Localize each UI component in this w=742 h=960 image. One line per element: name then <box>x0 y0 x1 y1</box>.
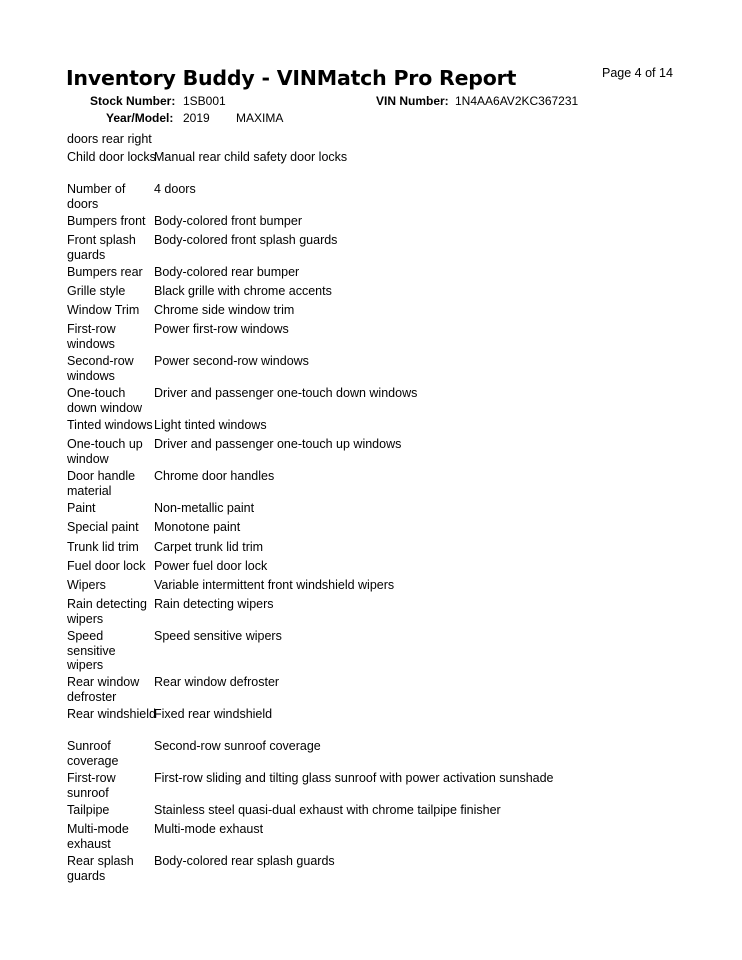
spec-label: Trunk lid trim <box>67 540 139 554</box>
spec-value: Monotone paint <box>154 520 241 534</box>
vin-number-value: 1N4AA6AV2KC367231 <box>455 94 579 108</box>
spec-value: Fixed rear windshield <box>154 707 273 721</box>
stock-number-label: Stock Number: <box>90 94 176 108</box>
spec-label: Grille style <box>67 284 126 298</box>
spec-value: Light tinted windows <box>154 418 267 432</box>
spec-value: Chrome side window trim <box>154 303 295 317</box>
spec-value: Variable intermittent front windshield wipers <box>154 578 395 592</box>
report-title: Inventory Buddy - VINMatch Pro Report <box>66 66 517 90</box>
spec-label: Front splash guards <box>67 233 136 262</box>
spec-value: Body-colored front bumper <box>154 214 302 228</box>
spec-label: One-touch up window <box>67 437 143 466</box>
spec-value: Speed sensitive wipers <box>154 629 282 643</box>
spec-label: Rear windshield <box>67 707 156 721</box>
spec-value: Rear window defroster <box>154 675 280 689</box>
spec-value: Power second-row windows <box>154 354 309 368</box>
spec-label: Special paint <box>67 520 139 534</box>
spec-value: Rain detecting wipers <box>154 597 274 611</box>
spec-label: Paint <box>67 501 96 515</box>
spec-label: One-touch down window <box>67 386 143 415</box>
spec-value: First-row sliding and tilting glass sunroof with power activation sunshade <box>154 771 554 785</box>
spec-label: Fuel door lock <box>67 559 146 573</box>
spec-value: 4 doors <box>154 182 196 196</box>
spec-value: Power first-row windows <box>154 322 289 336</box>
year-value: 2019 <box>183 111 210 125</box>
spec-label: Tinted windows <box>67 418 153 432</box>
spec-label: Wipers <box>67 578 106 592</box>
spec-label: First-row sunroof <box>67 771 116 800</box>
spec-value: Body-colored rear bumper <box>154 265 300 279</box>
spec-label: Rear splash guards <box>67 854 134 883</box>
spec-value: Carpet trunk lid trim <box>154 540 264 554</box>
vin-number-label: VIN Number: <box>376 94 449 108</box>
spec-label: Rear window defroster <box>67 675 140 704</box>
spec-value: Body-colored front splash guards <box>154 233 338 247</box>
spec-label: First-row windows <box>67 322 116 351</box>
spec-value: Non-metallic paint <box>154 501 255 515</box>
spec-label: Door handle material <box>67 469 136 498</box>
page-number: Page 4 of 14 <box>602 66 673 80</box>
spec-value: Power fuel door lock <box>154 559 268 573</box>
spec-label: Window Trim <box>67 303 140 317</box>
spec-label: Bumpers front <box>67 214 146 228</box>
spec-value: Chrome door handles <box>154 469 275 483</box>
model-value: MAXIMA <box>236 111 284 125</box>
spec-value: Body-colored rear splash guards <box>154 854 335 868</box>
spec-label: Child door locks <box>67 150 156 164</box>
spec-value: Driver and passenger one-touch up windows <box>154 437 402 451</box>
spec-value: Multi-mode exhaust <box>154 822 264 836</box>
spec-label: Sunroof coverage <box>67 739 119 768</box>
section-header: doors rear right <box>67 132 152 146</box>
spec-value: Stainless steel quasi-dual exhaust with chrome tailpipe finisher <box>154 803 501 817</box>
spec-label: Tailpipe <box>67 803 110 817</box>
spec-label: Bumpers rear <box>67 265 143 279</box>
spec-value: Second-row sunroof coverage <box>154 739 321 753</box>
spec-label: Multi-mode exhaust <box>67 822 129 851</box>
spec-value: Driver and passenger one-touch down windows <box>154 386 418 400</box>
spec-label: Number of doors <box>67 182 126 211</box>
spec-label: Speed sensitive wipers <box>67 629 116 672</box>
spec-label: Rain detecting wipers <box>67 597 147 626</box>
spec-value: Manual rear child safety door locks <box>154 150 348 164</box>
year-model-label: Year/Model: <box>106 111 174 125</box>
spec-label: Second-row windows <box>67 354 134 383</box>
spec-value: Black grille with chrome accents <box>154 284 332 298</box>
stock-number-value: 1SB001 <box>183 94 226 108</box>
